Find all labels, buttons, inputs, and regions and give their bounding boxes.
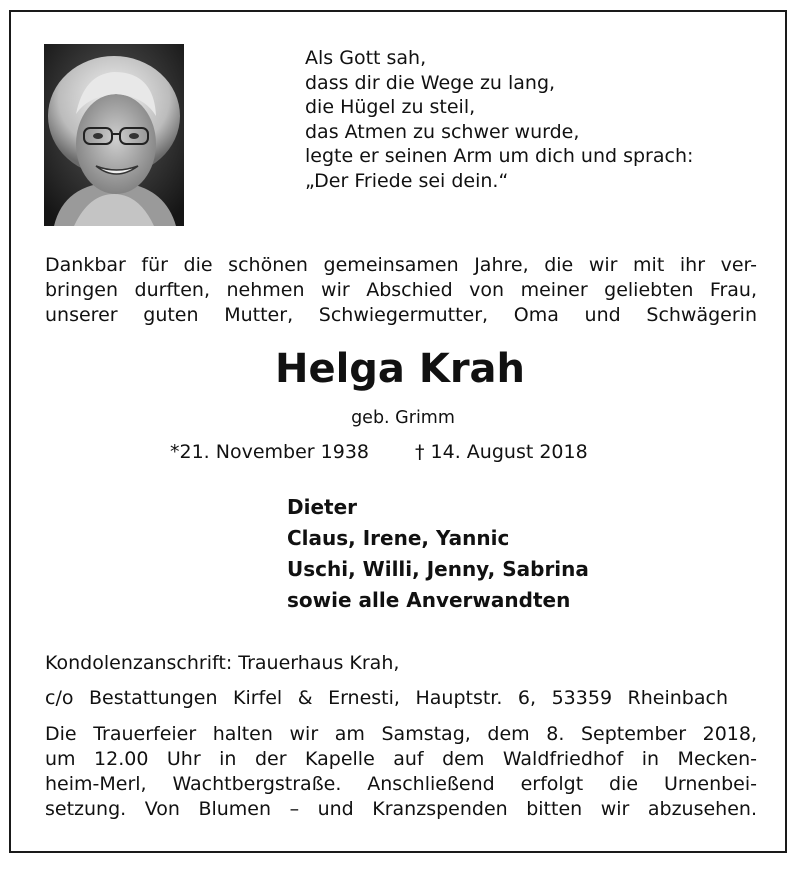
family-line: Claus, Irene, Yannic	[287, 526, 510, 550]
family-line: sowie alle Anverwandten	[287, 588, 571, 612]
condolence-label: Kondolenzanschrift: Trauerhaus Krah,	[45, 652, 400, 674]
family-line: Dieter	[287, 495, 358, 519]
family-line: Uschi, Willi, Jenny, Sabrina	[287, 557, 589, 581]
family-list	[287, 492, 589, 616]
intro-text	[45, 253, 757, 328]
birth-date: *21. November 1938	[170, 441, 369, 463]
intro-line: Dankbar für die schönen gemeinsamen Jahre, die wir mit ihr ver-	[45, 254, 757, 276]
poem	[305, 46, 693, 193]
deceased-name: Helga Krah	[274, 346, 526, 392]
poem-line: dass dir die Wege zu lang,	[305, 71, 556, 94]
ceremony-line: setzung. Von Blumen – und Kranzspenden bitten wir abzusehen.	[45, 798, 757, 820]
birth-name: geb. Grimm	[351, 408, 455, 428]
death-date: † 14. August 2018	[415, 441, 588, 463]
ceremony-line: um 12.00 Uhr in der Kapelle auf dem Waldfriedhof in Mecken-	[45, 748, 757, 770]
poem-line: das Atmen zu schwer wurde,	[305, 120, 580, 143]
poem-line: legte er seinen Arm um dich und sprach:	[305, 145, 694, 167]
intro-line: unserer guten Mutter, Schwiegermutter, Oma und Schwägerin	[45, 304, 757, 326]
poem-line: die Hügel zu steil,	[305, 96, 476, 118]
ceremony-line: Die Trauerfeier halten wir am Samstag, dem 8. September 2018,	[45, 723, 757, 745]
ceremony-text	[45, 722, 757, 822]
portrait-photo	[44, 44, 184, 226]
life-dates	[170, 440, 588, 464]
condolence-address: c/o Bestattungen Kirfel & Ernesti, Hauptstr. 6, 53359 Rheinbach	[45, 687, 728, 709]
poem-line: „Der Friede sei dein.“	[305, 169, 509, 192]
poem-line: Als Gott sah,	[305, 47, 427, 69]
intro-line: bringen durften, nehmen wir Abschied von meiner geliebten Frau,	[45, 279, 757, 301]
ceremony-line: heim-Merl, Wachtbergstraße. Anschließend erfolgt die Urnenbei-	[45, 773, 757, 795]
